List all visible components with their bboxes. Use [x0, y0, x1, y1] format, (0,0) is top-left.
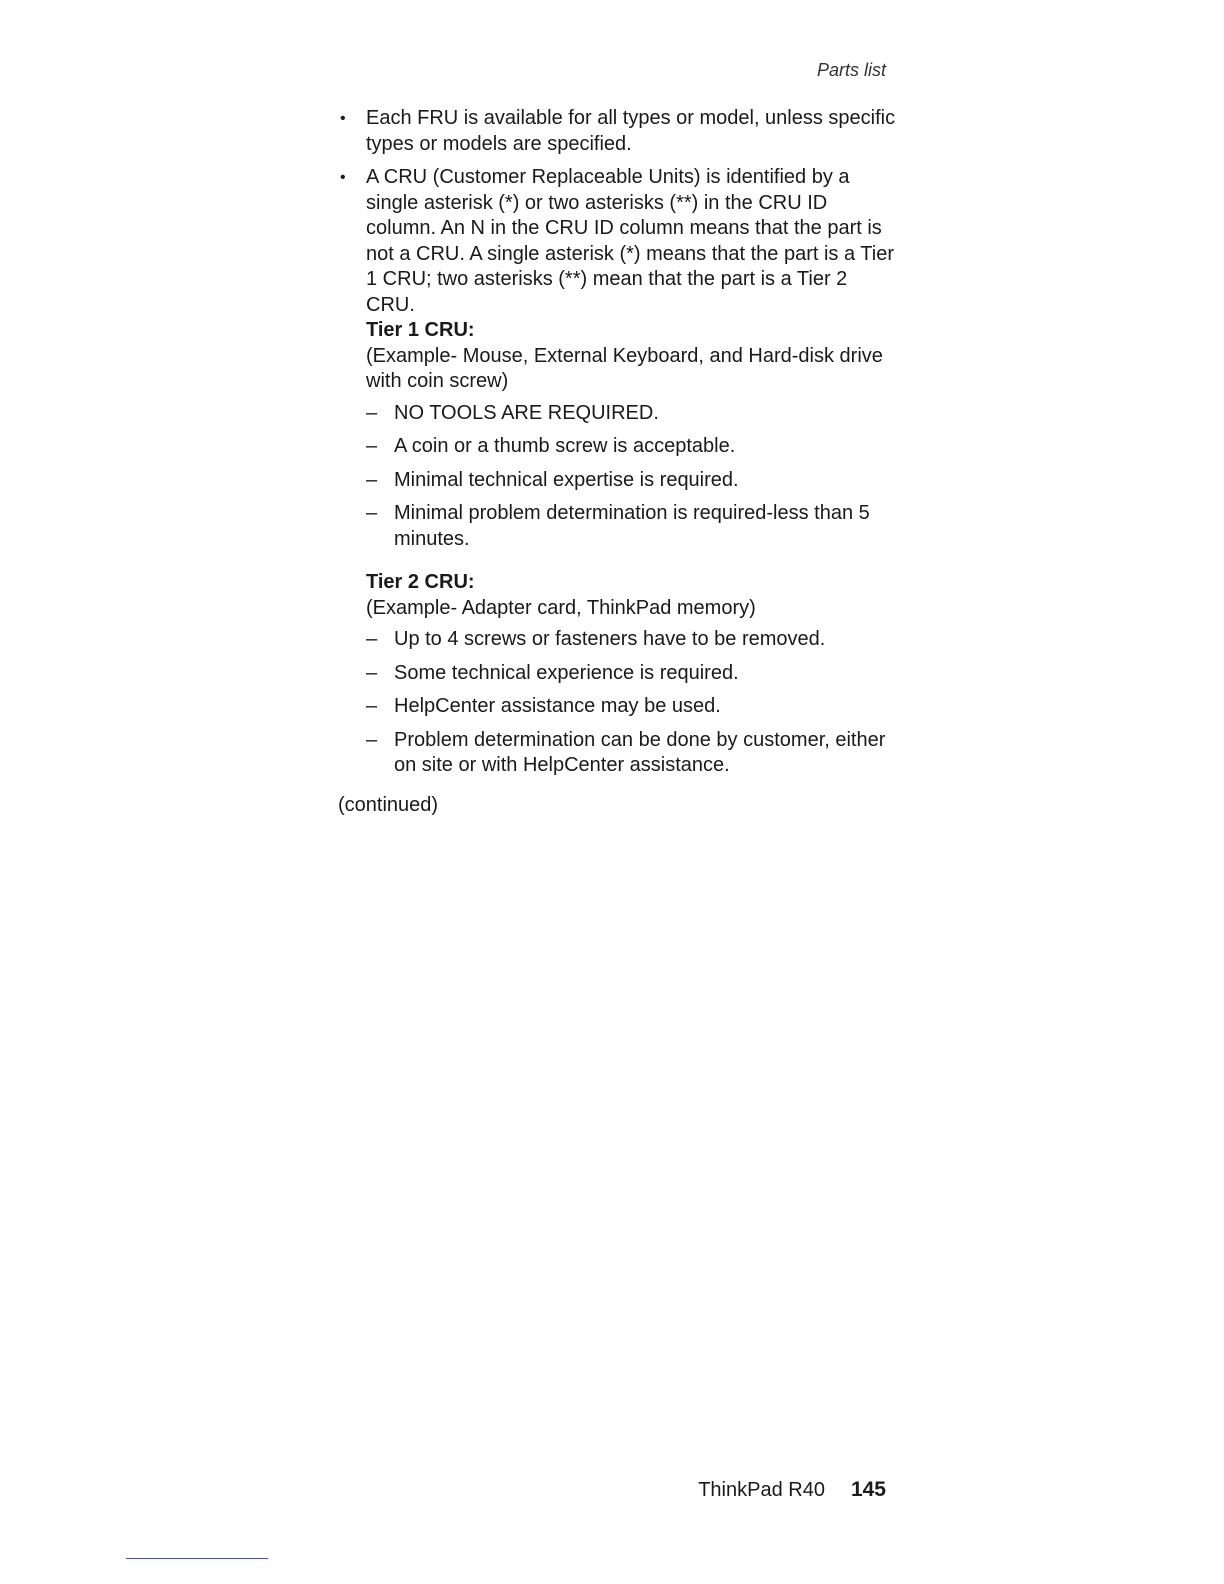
- continued-note: (continued): [338, 793, 439, 816]
- bullet-text: Each FRU is available for all types or model, unless specific types or models are specified.: [366, 107, 896, 155]
- tier1-list: [366, 401, 898, 553]
- tier2-item: – Some technical experience is required.: [366, 661, 898, 687]
- page-body: [338, 106, 898, 818]
- tier2-item: – Problem determination can be done by customer, either on site or with HelpCenter assistance.: [366, 728, 898, 779]
- bullet-item-fru: [338, 106, 898, 157]
- tier2-list: [366, 627, 898, 779]
- footer-product: ThinkPad R40: [698, 1479, 825, 1501]
- tier1-section: [366, 318, 898, 552]
- tier1-item: – Minimal problem determination is required-less than 5 minutes.: [366, 501, 898, 552]
- tier1-example: (Example- Mouse, External Keyboard, and Hard-disk drive with coin screw): [366, 344, 883, 392]
- bullet-item-cru: [338, 165, 898, 779]
- tier1-title: Tier 1 CRU:: [366, 319, 475, 341]
- page-footer: [560, 1478, 886, 1502]
- bullet-text: A CRU (Customer Replaceable Units) is identified by a single asterisk (*) or two asterisks (**) in the CRU ID column. An N in the CRU ID column means that the part is not a CRU. A single asterisk (*) means that the part is a Tier 1 CRU; two asterisks (**) mean that the part is a Tier 2 CRU.: [366, 166, 895, 316]
- running-header: Parts list: [816, 60, 886, 80]
- tier1-item: – A coin or a thumb screw is acceptable.: [366, 434, 898, 460]
- page-number: 145: [850, 1478, 886, 1501]
- tier1-item: – Minimal technical expertise is required.: [366, 468, 898, 494]
- tier2-title: Tier 2 CRU:: [366, 571, 475, 593]
- tier2-item: – Up to 4 screws or fasteners have to be removed.: [366, 627, 898, 653]
- tier2-example: (Example- Adapter card, ThinkPad memory): [366, 596, 756, 619]
- bullet-list: [338, 106, 898, 779]
- footnote-rule: [126, 1558, 268, 1559]
- tier1-item: – NO TOOLS ARE REQUIRED.: [366, 401, 898, 427]
- tier2-item: – HelpCenter assistance may be used.: [366, 694, 898, 720]
- tier2-section: [366, 570, 898, 779]
